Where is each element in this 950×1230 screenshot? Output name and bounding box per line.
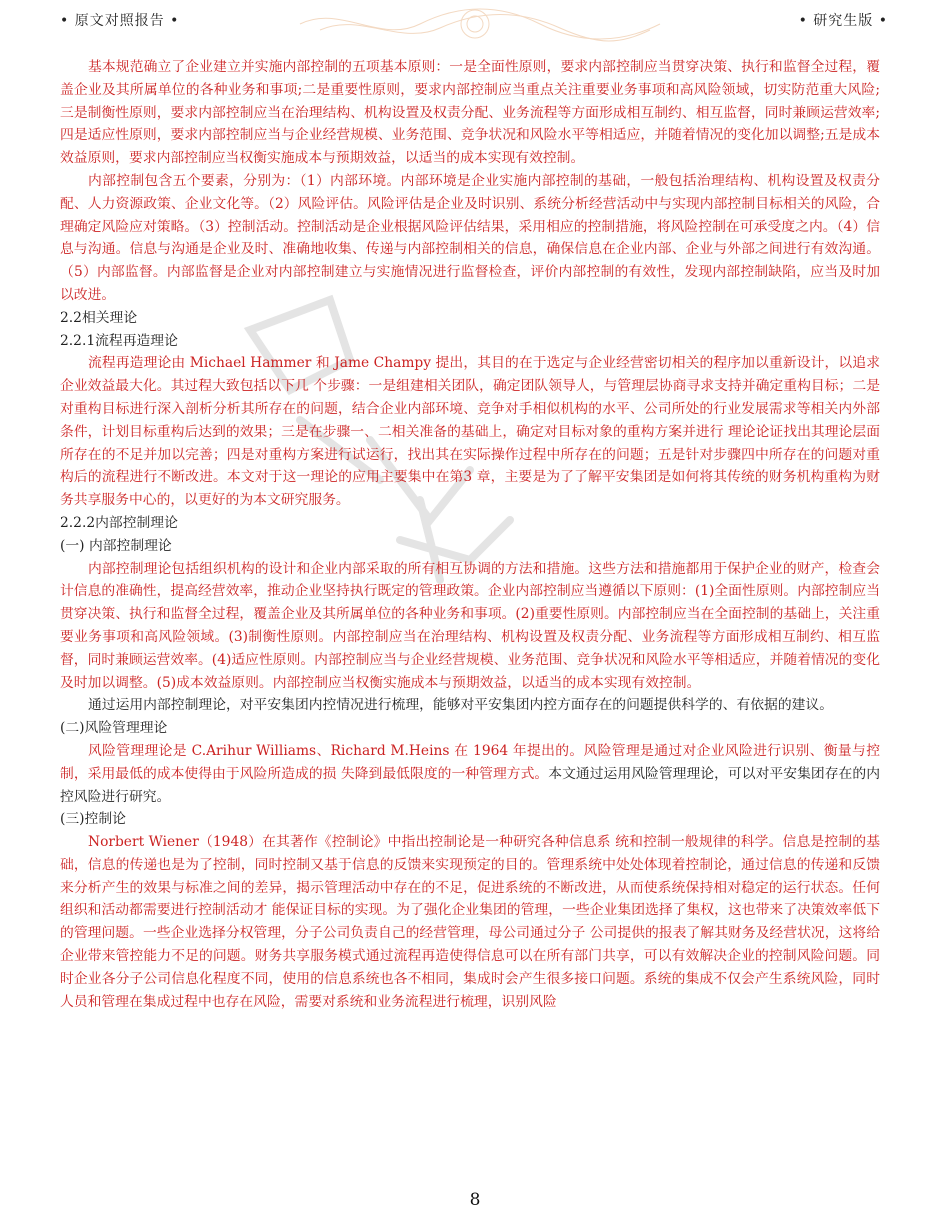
section-heading: 2.2.1流程再造理论 [60,332,178,349]
report-type-label: • 原文对照报告 • [60,13,180,29]
paragraph: 通过运用内部控制理论，对平安集团内控情况进行梳理，能够对平安集团内控方面存在的问题提供科学的、有依据的建议。 [88,697,834,714]
paragraph: 基本规范确立了企业建立并实施内部控制的五项基本原则：一是全面性原则，要求内部控制应当贯穿决策、执行和监督全过程，覆盖企业及其所属单位的各种业务和事项;二是重要性原则，要求内部控制应当重点关注重要业务事项和高风险领域，切实防范重大风险;三是制衡性原则，要求内部控制应当在治理结构、机构设置及权责分配、业务流程等方面形成相互制约、相互监督，同时兼顾运营效率;四是适应性原则，要求内部控制应当与企业经营规模、业务范围、竞争状况和风险水平等相适应，并随着情况的变化加以调整;五是成本效益原则，要求内部控制应当权衡实施成本与预期效益，以适当的成本实现有效控制。 [60,59,880,167]
edition-label: • 研究生版 • [798,13,888,29]
paragraph: 流程再造理论由 Michael Hammer 和 Jame Champy 提出，其目的在于选定与企业经营密切相关的程序加以重新设计，以追求企业效益最大化。其过程大致包括以下几 个步骤：一是组建相关团队，确定团队领导人，与管理层协商寻求支持并确定重构目标；二是对重构目标进行深入剖析分析其所存在的问题，结合企业内部环境、竞争对手相似机构的水平、公司所处的行业发展需求等相关内外部条件，计划目标重构后达到的效果；三是在步骤一、二相关准备的基础上，确定对目标对象的重构方案并进行 理论论证找出其理论层面所存在的不足并加以完善；四是对重构方案进行试运行，找出其在实际操作过程中所存在的问题；五是针对步骤四中所存在的问题对重构后的流程进行不断改进。本文对于这一理论的应用主要集中在第3 章，主要是为了了解平安集团是如何将其传统的财务机构重构为财务共享服务中心的，以更好的为本文研究服务。 [60,355,880,509]
inline-black-text: 本文通过运用风险管理理论，可以对平安集团存在的内控风险进行研究。 [60,765,880,805]
document-body [60,56,880,1013]
paragraph: 内部控制理论包括组织机构的设计和企业内部采取的所有相互协调的方法和措施。这些方法和措施都用于保护企业的财产，检查会计信息的准确性，提高经营效率，推动企业坚持执行既定的管理政策。企业内部控制应当遵循以下原则：(1)全面性原则。内部控制应当贯穿决策、执行和监督全过程，覆盖企业及其所属单位的各种业务和事项。(2)重要性原则。内部控制应当在全面控制的基础上，关注重要业务事项和高风险领域。(3)制衡性原则。内部控制应当在治理结构、机构设置及权责分配、业务流程等方面形成相互制约、相互监督，同时兼顾运营效率。(4)适应性原则。内部控制应当与企业经营规模、业务范围、竞争状况和风险水平等相适应，并随着情况的变化及时加以调整。(5)成本效益原则。内部控制应当权衡实施成本与预期效益，以适当的成本实现有效控制。 [60,560,880,691]
paragraph: 内部控制包含五个要素，分别为：（1）内部环境。内部环境是企业实施内部控制的基础，一般包括治理结构、机构设置及权责分配、人力资源政策、企业文化等。（2）风险评估。风险评估是企业及时识别、系统分析经营活动中与实现内部控制目标相关的风险，合理确定风险应对策略。（3）控制活动。控制活动是企业根据风险评估结果，采用相应的控制措施，将风险控制在可承受度之内。（4）信息与沟通。信息与沟通是企业及时、准确地收集、传递与内部控制相关的信息，确保信息在企业内部、企业与外部之间进行有效沟通。（5）内部监督。内部监督是企业对内部控制建立与实施情况进行监督检查，评价内部控制的有效性，发现内部控制缺陷，应当及时加以改进。 [60,172,880,303]
section-heading: 2.2相关理论 [60,309,138,326]
paragraph: Norbert Wiener（1948）在其著作《控制论》中指出控制论是一种研究各种信息系 统和控制一般规律的科学。信息是控制的基础，信息的传递也是为了控制，同时控制又基于信息的反馈来实现预定的目的。管理系统中处处体现着控制论，通过信息的传递和反馈来分析产生的效果与标准之间的差异，揭示管理活动中存在的不足，促进系统的不断改进，从而使系统保持相对稳定的运行状态。任何组织和活动都需要进行控制活动才 能保证目标的实现。为了强化企业集团的管理，一些企业集团选择了集权，这也带来了决策效率低下的管理问题。一些企业选择分权管理，分子公司负责自己的经营管理，母公司通过分子 公司提供的报表了解其财务及经营状况，这将给企业带来管控能力不足的问题。财务共享服务模式通过流程再造使得信息可以在所有部门共享，可以有效解决企业的控制风险问题。同时企业各分子公司信息化程度不同，使用的信息系统也各不相同，集成时会产生很多接口问题。系统的集成不仅会产生系统风险，同时人员和管理在集成过程中也存在风险，需要对系统和业务流程进行梳理，识别风险 [60,834,880,1010]
page-number: 8 [469,1190,481,1210]
paragraph: 风险管理理论是 C.Arihur Williams、Richard M.Heins 在 1964 年提出的。风险管理是通过对企业风险进行识别、衡量与控制，采用最低的成本使得由于风险所造成的损 失降到最低限度的一种管理方式。本文通过运用风险管理理论，可以对平安集团存在的内控风险进行研究。 [60,742,880,805]
section-heading: 2.2.2内部控制理论 [60,514,178,531]
section-heading: (一) 内部控制理论 [60,537,172,554]
section-heading: (三)控制论 [60,811,126,828]
page-header [0,0,950,40]
section-heading: (二)风险管理理论 [60,720,168,737]
